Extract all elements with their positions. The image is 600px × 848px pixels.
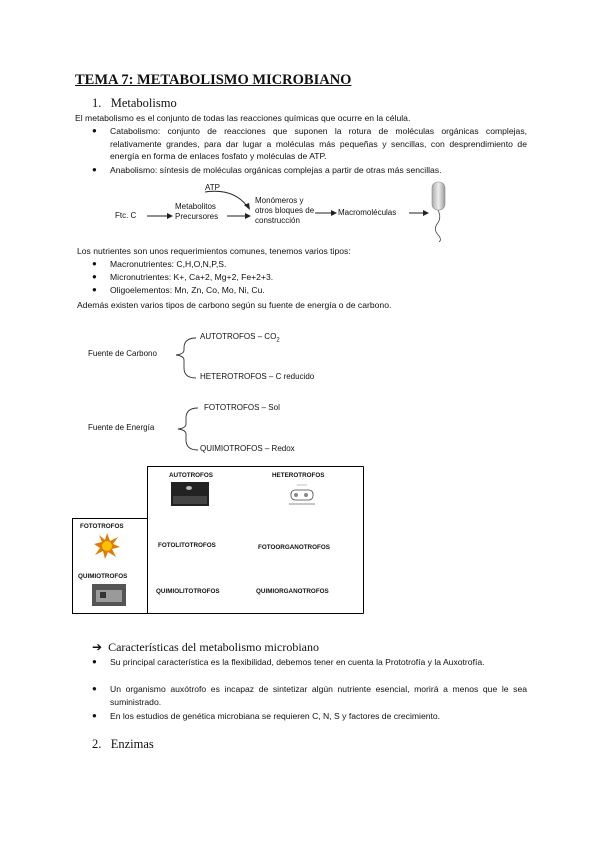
list-item-text: Catabolismo: conjunto de reacciones que suponen la rotura de moléculas orgánicas complejas, relativamente grandes, para dar lugar a moléculas más pequeñas y sencillas, con desprendimiento de energía en forma de enlaces fosfato y moléculas de ATP.: [110, 126, 527, 161]
characteristics-title: Características del metabolismo microbiano: [108, 640, 319, 654]
chemotrophs-label: QUIMIOTROFOS – Redox: [200, 444, 295, 453]
chemolithotrophs-cell: QUIMIOLITOTROFOS: [156, 588, 220, 595]
nutrients-intro: Los nutrientes son unos requerimientos comunes, tenemos varios tipos:: [77, 246, 351, 256]
row-header-phototrophs: FOTOTROFOS: [80, 523, 124, 530]
macromolecules-label: Macromoléculas: [338, 208, 397, 217]
list-item: ● Un organismo auxótrofo es incapaz de sintetizar algún nutriente esencial, morirá a menos que le sea suministrado.: [92, 684, 527, 707]
list-item: ● Catabolismo: conjunto de reacciones que suponen la rotura de moléculas orgánicas complejas, relativamente grandes, para dar lugar a moléculas más pequeñas y sencillas, con desprendimiento de energía en forma de enlaces fosfato y moléculas de ATP.: [92, 126, 527, 161]
carbon-source-label: Ftc. C: [115, 211, 137, 220]
col-header-heterotrophs: HETEROTROFOS: [272, 472, 325, 479]
autotroph-photo: [171, 482, 209, 506]
photoorganotrophs-cell: FOTOORGANOTROFOS: [258, 544, 330, 551]
precursor-metabolites-label: Metabolitos Precursores: [175, 202, 219, 221]
carbon-types-intro: Además existen varios tipos de carbono según su fuente de energía o de carbono.: [77, 300, 392, 310]
list-item: ● Anabolismo: síntesis de moléculas orgánicas complejas a partir de otras más sencillas.: [92, 165, 442, 175]
list-item-text: Un organismo auxótrofo es incapaz de sintetizar algún nutriente esencial, morirá a menos que le sea suministrado.: [110, 684, 527, 707]
autotrophs-text: AUTOTROFOS – CO: [200, 332, 277, 341]
atp-label: ATP: [205, 183, 220, 192]
heterotrophs-label: HETEROTROFOS – C reducido: [200, 372, 315, 381]
list-item-text: En los estudios de genética microbiana se requieren C, N, S y factores de crecimiento.: [110, 711, 441, 721]
list-item-text: Macronutrientes: C,H,O,N,P,S.: [110, 259, 227, 269]
carbon-source-diagram: [88, 328, 388, 386]
list-item-text: Anabolismo: síntesis de moléculas orgánicas complejas a partir de otras más sencillas.: [110, 165, 442, 175]
co2-subscript: 2: [276, 337, 280, 344]
page-title: TEMA 7: METABOLISMO MICROBIANO: [75, 72, 352, 88]
bacterium-icon: [427, 180, 457, 242]
list-item: ● Macronutrientes: C,H,O,N,P,S.: [92, 259, 227, 269]
characteristics-heading: [92, 640, 319, 655]
energy-source-diagram: [88, 398, 388, 456]
building-blocks-label: Monómeros y otros bloques de construcción: [255, 196, 315, 225]
energy-source-label: Fuente de Energía: [88, 423, 155, 432]
photolithotrophs-cell: FOTOLITOTROFOS: [158, 542, 216, 549]
list-item: ● Su principal característica es la flexibilidad, debemos tener en cuenta la Prototrofía y la Auxotrofía.: [92, 657, 485, 667]
section-title: Metabolismo: [110, 96, 177, 110]
list-item-text: Micronutrientes: K+, Ca+2, Mg+2, Fe+2+3.: [110, 272, 274, 282]
list-item: ● En los estudios de genética microbiana se requieren C, N, S y factores de crecimiento.: [92, 711, 441, 721]
list-item: ● Oligoelementos: Mn, Zn, Co, Mo, Ni, Cu.: [92, 285, 265, 295]
sun-icon: [94, 533, 120, 559]
section-title: Enzimas: [110, 737, 154, 751]
trophic-classification-table: [72, 466, 364, 614]
arrow-icon: ➔: [92, 640, 103, 654]
section-1-heading: [92, 96, 177, 111]
chemoorganotrophs-cell: QUIMIORGANOTROFOS: [256, 588, 329, 595]
carbon-source-label: Fuente de Carbono: [88, 349, 157, 358]
section-2-heading: [92, 737, 154, 752]
list-item-text: Oligoelementos: Mn, Zn, Co, Mo, Ni, Cu.: [110, 285, 265, 295]
list-item-text: Su principal característica es la flexibilidad, debemos tener en cuenta la Prototrofía y la Auxotrofía.: [110, 657, 485, 667]
row-header-chemotrophs: QUIMIOTROFOS: [78, 573, 128, 580]
section-number: 2.: [92, 737, 102, 751]
section-number: 1.: [92, 96, 102, 110]
phototrophs-label: FOTOTROFOS – Sol: [204, 403, 280, 412]
autotrophs-label: [200, 332, 280, 344]
heterotroph-icon: [285, 482, 319, 508]
metabolism-intro: El metabolismo es el conjunto de todas las reacciones químicas que ocurre en la célula.: [75, 113, 411, 123]
chemotroph-photo: [92, 584, 126, 606]
list-item: ● Micronutrientes: K+, Ca+2, Mg+2, Fe+2+3.: [92, 272, 274, 282]
col-header-autotrophs: AUTOTROFOS: [169, 472, 213, 479]
metabolic-pathway-diagram: [105, 180, 465, 242]
